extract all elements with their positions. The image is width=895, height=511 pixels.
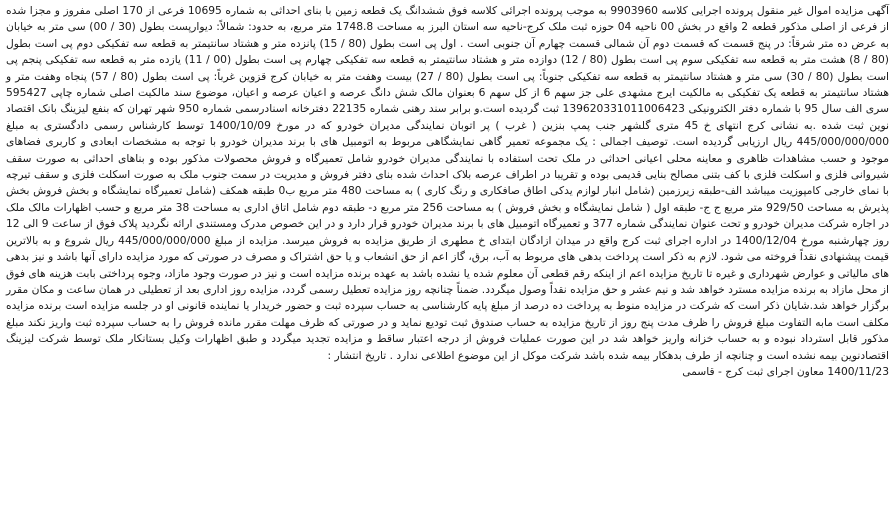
signatory: معاون اجرای ثبت کرج - قاسمی bbox=[682, 364, 824, 378]
notice-footer bbox=[6, 364, 889, 380]
notice-body: آگهی مزایده اموال غیر منقول پرونده اجرایی کلاسه 9903960 به موجب پرونده اجرائی کلاسه فوق ششدانگ یک قطعه زمین با بنای احداثی به شماره 10695 فرعی از 170 اصلی مفروز و مجزا شده از فرعی از اصلی مذکور قطعه 2 واقع در بخش 00 ناحیه 04 حوزه ثبت ملک کرج-ناحیه سه استان البرز به مساحت 1748.8 متر مربع، به حدود: شمالاً: دیوارپست بطول (30 / 00) سی متر به خیابان به عرض ده متر شرقاً: در پنج قسمت که قسمت دوم آن شمالی قسمت چهارم آن جنوبی است . اول پی است بطول (80 / 15) پانزده متر و هشتاد سانتیمتر به قطعه سه تفکیکی دوم پی است بطول (80 / 8) هشت متر به قطعه سه تفکیکی سوم پی است بطول (80 / 12) دوازده متر و هشتاد سانتیمتر به قطعه سه تفکیکی چهارم پی است بطول (00 / 11) یازده متر به قطعه سه تفکیکی پنجم پی است بطول (80 / 30) سی متر و هشتاد سانتیمتر به قطعه سه تفکیکی جنوباً: پی است بطول (80 / 27) بیست وهفت متر به خیابان کرج قزوین غرباً: پی است بطول (80 / 57) پنجاه وهفت متر و هشتاد سانتیمتر به قطعه یک تفکیکی به مالکیت ایرج مشهدی علی جز سهم 6 از کل سهم 6 بعنوان مالک شش دانگ عرصه و اعیان عرصه و اعیان، موضوع سند مالکیت اصلی شماره چاپی 595427 سری الف سال 95 با شماره دفتر الکترونیکی 139620331011006423 ثبت گردیده است.و برابر سند رهنی شماره 22135 دفترخانه اسنادرسمی شماره 950 شهر تهران که بنفع لیزینگ بانک اقتصاد نوین ثبت شده .به نشانی کرج انتهای خ 45 متری گلشهر جنب پمپ بنزین ( غرب ) پر اتوبان نمایندگی مدیران خودرو که در مورخ 1400/10/09 توسط کارشناس رسمی دادگستری به مبلغ 445/000/000/000 ریال ارزیابی گردیده است. توصیف اجمالی : یک مجموعه تعمیر گاهی نمایشگاهی مربوط به اتومبیل های با برند مدیران خودرو با توجه به مشخصات ابعادی و کاربری فضاهای موجود و حسب مشاهدات ظاهری و معاینه محلی اعیانی احداثی در ملک تحت استفاده با نمایندگی مدیران خودرو شامل تعمیرگاه و فروش محصولات مذکور بوده و بناهای احداثی به صورت سقف شیروانی فلزی و اسکلت فلزی با کف بتنی مصالح بنایی قدیمی بوده و تقریبا در اطراف عرصه بلاک احداث شده بنای دفتر فروش و مدیریت در سمت جنوب ملک به صورت اسکلت فلزی و سقف تیرچه با نمای خارجی کامپوزیت میباشد الف-طبقه زیرزمین (شامل انبار لوازم یدکی اطاق صافکاری و رنگ کاری ) به مساحت 480 متر مربع ب0 طبقه همکف (شامل تعمیرگاه نمایشگاه و بخش فروش بخش پذیرش به مساحت 929/50 متر مربع ج ج- طبقه اول ( شامل نمایشگاه و بخش فروش ) به مساحت 256 متر مربع د- طبقه دوم شامل اتاق اداری به مساحت 38 متر مربع و حسب اظهارات مالک ملک در اجاره شرکت مدیران خودرو و تحت عنوان نمایندگی شماره 377 و تعمیرگاه اتومبیل های با برند مدیران خودرو قرار دارد و در این خصوص مدرک ومستندی ارائه نگردید پلاک فوق از ساعت 9 الی 12 روز چهارشنبه مورخ 1400/12/04 در اداره اجرای ثبت کرج واقع در میدان ازادگان ابتدای خ مطهری از طریق مزایده به فروش میرسد. مزایده از مبلغ 445/000/000/000 ریال شروع و به بالاترین قیمت پیشنهادی نقداً فروخته می شود. لازم به ذکر است پرداخت بدهی های مربوط به آب، برق، گاز اعم از حق انشعاب و یا حق اشتراک و مصرف در صورتی که مورد مزایده دارای آنها باشد و نیز بدهی های مالیاتی و عوارض شهرداری و غیره تا تاریخ مزایده اعم از اینکه رقم قطعی آن معلوم شده یا نشده باشد به عهده برنده مزایده است و نیز در صورت وجود مازاد، وجوه پرداختی بابت هزینه های فوق از محل مازاد به برنده مزایده مسترد خواهد شد و نیم عشر و حق مزایده نقداً وصول میگردد. ضمناً چنانچه روز مزایده تعطیل رسمی گردد، مزایده روز اداری بعد از تعطیلی در همان ساعت و مکان مقرر برگزار خواهد شد.شایان ذکر است که شرکت در مزایده منوط به پرداخت ده درصد از مبلغ پایه کارشناسی به حساب سپرده ثبت و حضور خریدار یا نماینده قانونی او در جلسه مزایده است برنده مزایده مکلف است مابه التفاوت مبلغ فروش را ظرف مدت پنج روز از تاریخ مزایده به حساب صندوق ثبت تودیع نماید و در صورتی که ظرف مهلت مقرر مانده فروش را به حساب سپرده ثبت واریز نکند مبلغ مذکور قابل استرداد نبوده و به حساب خزانه واریز خواهد شد در این صورت عملیات فروش از درجه اعتبار ساقط و مزایده تجدید میگردد و طبق اظهارات وکیل بستانکار ملک توسط شرکت لیزینگ اقتصادنوین بیمه نشده است و چنانچه از طرف بدهکار بیمه شده باشد شرکت موکل از این موضوع اطلاعی ندارد . تاریخ انتشار : bbox=[6, 4, 890, 362]
publication-date: 1400/11/23 bbox=[827, 364, 889, 378]
